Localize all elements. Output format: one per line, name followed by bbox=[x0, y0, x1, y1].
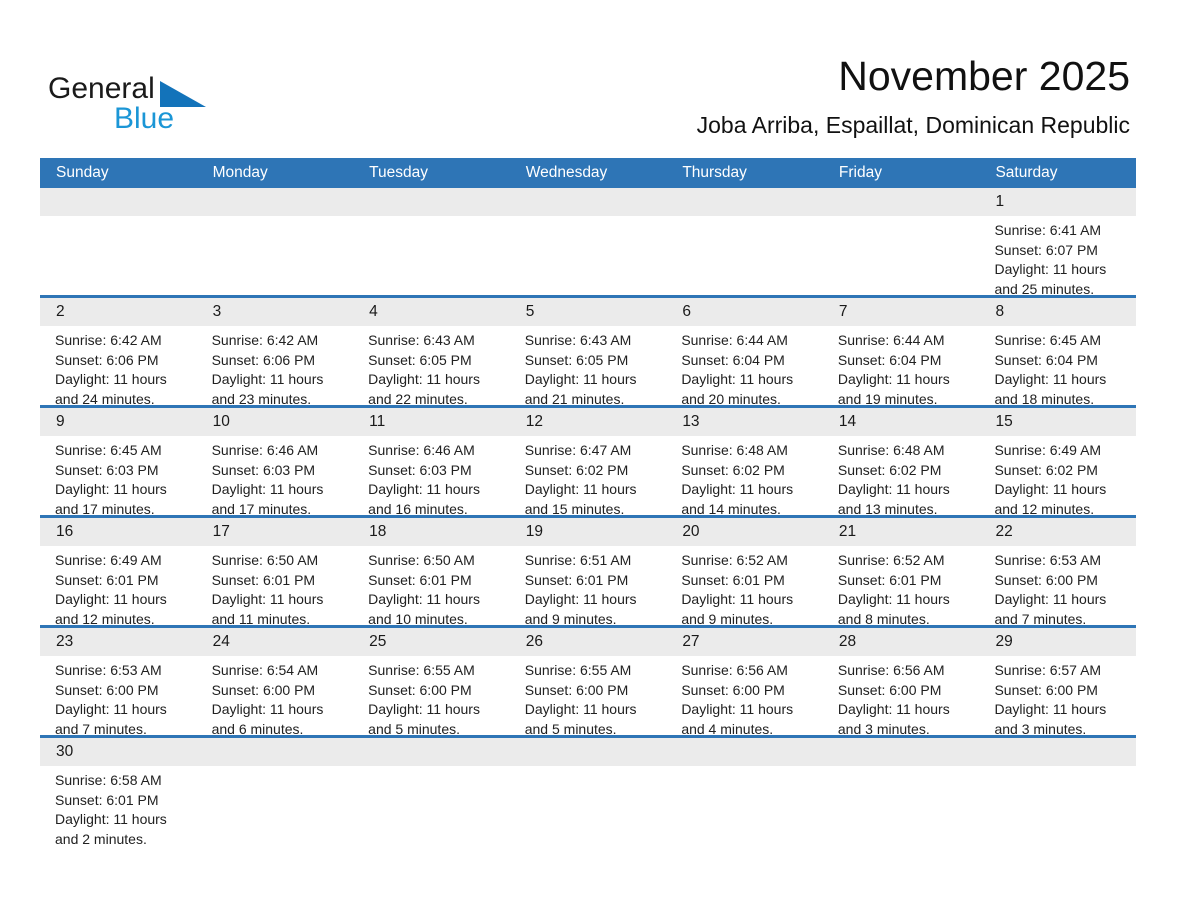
daylight-text-cont: and 9 minutes. bbox=[681, 610, 774, 625]
day-number bbox=[40, 188, 197, 216]
location-subtitle: Joba Arriba, Espaillat, Dominican Republic bbox=[696, 112, 1130, 139]
weekday-header-row bbox=[40, 158, 1136, 188]
sunset-text: Sunset: 6:02 PM bbox=[994, 461, 1098, 478]
sunrise-text: Sunrise: 6:43 AM bbox=[368, 332, 475, 348]
day-details bbox=[979, 216, 1136, 295]
daylight-text: Daylight: 11 hours bbox=[994, 481, 1107, 497]
sunset-text: Sunset: 6:00 PM bbox=[524, 681, 629, 698]
sunrise-text: Sunrise: 6:45 AM bbox=[55, 442, 162, 458]
day-details bbox=[353, 656, 510, 735]
day-details bbox=[40, 766, 197, 848]
daylight-text: Daylight: 11 hours bbox=[681, 371, 794, 387]
daylight-text: Daylight: 11 hours bbox=[837, 591, 950, 607]
daylight-text-cont: and 6 minutes. bbox=[211, 720, 304, 735]
day-number: 11 bbox=[353, 408, 510, 436]
day-number: 2 bbox=[40, 298, 197, 326]
daylight-text: Daylight: 11 hours bbox=[368, 371, 480, 387]
week-row bbox=[40, 628, 1136, 738]
sunrise-text: Sunrise: 6:54 AM bbox=[211, 662, 319, 678]
day-number: 18 bbox=[353, 518, 510, 546]
day-number bbox=[353, 738, 510, 766]
daylight-text-cont: and 12 minutes. bbox=[994, 500, 1095, 515]
daylight-text-cont: and 5 minutes. bbox=[368, 720, 460, 735]
day-cell bbox=[197, 518, 354, 625]
day-details bbox=[979, 546, 1136, 625]
day-number: 22 bbox=[979, 518, 1136, 546]
day-cell bbox=[666, 628, 823, 735]
daylight-text: Daylight: 11 hours bbox=[524, 591, 637, 607]
sunset-text: Sunset: 6:07 PM bbox=[994, 241, 1098, 258]
daylight-text-cont: and 16 minutes. bbox=[368, 500, 468, 515]
daylight-text: Daylight: 11 hours bbox=[211, 701, 324, 717]
sunrise-text: Sunrise: 6:46 AM bbox=[368, 442, 475, 458]
daylight-text-cont: and 15 minutes. bbox=[524, 500, 625, 515]
day-details bbox=[40, 656, 197, 735]
sunset-text: Sunset: 6:01 PM bbox=[55, 571, 159, 588]
day-number bbox=[510, 188, 667, 216]
daylight-text: Daylight: 11 hours bbox=[524, 701, 637, 717]
empty-day-cell bbox=[510, 188, 667, 295]
day-cell bbox=[979, 408, 1136, 515]
day-number: 1 bbox=[979, 188, 1136, 216]
day-number bbox=[823, 738, 980, 766]
day-cell bbox=[666, 518, 823, 625]
day-cell bbox=[823, 408, 980, 515]
day-details bbox=[353, 436, 510, 515]
day-details bbox=[666, 436, 823, 515]
daylight-text-cont: and 3 minutes. bbox=[994, 720, 1087, 735]
sunset-text: Sunset: 6:00 PM bbox=[681, 681, 785, 698]
week-row bbox=[40, 738, 1136, 848]
day-number bbox=[353, 188, 510, 216]
sunset-text: Sunset: 6:04 PM bbox=[681, 351, 785, 368]
day-number bbox=[510, 738, 667, 766]
daylight-text-cont: and 24 minutes. bbox=[55, 390, 155, 405]
day-details bbox=[197, 546, 354, 625]
daylight-text: Daylight: 11 hours bbox=[994, 591, 1107, 607]
daylight-text: Daylight: 11 hours bbox=[837, 371, 950, 387]
day-number: 20 bbox=[666, 518, 823, 546]
day-number bbox=[197, 188, 354, 216]
daylight-text: Daylight: 11 hours bbox=[837, 701, 950, 717]
day-number: 14 bbox=[823, 408, 980, 436]
sunset-text: Sunset: 6:01 PM bbox=[368, 571, 472, 588]
day-cell bbox=[40, 298, 197, 405]
sunrise-text: Sunrise: 6:48 AM bbox=[681, 442, 788, 458]
empty-day-cell bbox=[197, 188, 354, 295]
sunset-text: Sunset: 6:00 PM bbox=[994, 571, 1098, 588]
sunset-text: Sunset: 6:00 PM bbox=[211, 681, 316, 698]
day-cell bbox=[823, 298, 980, 405]
day-details bbox=[40, 436, 197, 515]
daylight-text-cont: and 17 minutes. bbox=[55, 500, 155, 515]
day-cell bbox=[353, 628, 510, 735]
day-details bbox=[979, 326, 1136, 405]
day-number bbox=[823, 188, 980, 216]
day-number bbox=[979, 738, 1136, 766]
day-cell bbox=[510, 518, 667, 625]
sunset-text: Sunset: 6:05 PM bbox=[368, 351, 472, 368]
day-number: 26 bbox=[510, 628, 667, 656]
day-details bbox=[666, 546, 823, 625]
sunrise-text: Sunrise: 6:49 AM bbox=[994, 442, 1102, 458]
day-number: 4 bbox=[353, 298, 510, 326]
daylight-text: Daylight: 11 hours bbox=[55, 481, 167, 497]
sunrise-text: Sunrise: 6:50 AM bbox=[211, 552, 319, 568]
daylight-text: Daylight: 11 hours bbox=[681, 701, 794, 717]
day-cell bbox=[979, 298, 1136, 405]
daylight-text: Daylight: 11 hours bbox=[55, 701, 167, 717]
sunset-text: Sunset: 6:01 PM bbox=[55, 791, 159, 808]
day-number: 16 bbox=[40, 518, 197, 546]
day-number: 28 bbox=[823, 628, 980, 656]
day-number: 29 bbox=[979, 628, 1136, 656]
sunrise-text: Sunrise: 6:50 AM bbox=[368, 552, 475, 568]
empty-day-cell bbox=[666, 188, 823, 295]
month-title: November 2025 bbox=[838, 53, 1130, 99]
daylight-text-cont: and 2 minutes. bbox=[55, 830, 147, 847]
empty-day-cell bbox=[40, 188, 197, 295]
sunset-text: Sunset: 6:04 PM bbox=[837, 351, 942, 368]
weekday-header-thursday: Thursday bbox=[682, 164, 747, 181]
sunset-text: Sunset: 6:02 PM bbox=[837, 461, 942, 478]
weekday-header-friday: Friday bbox=[838, 164, 882, 181]
sunset-text: Sunset: 6:03 PM bbox=[211, 461, 316, 478]
sunrise-text: Sunrise: 6:45 AM bbox=[994, 332, 1102, 348]
daylight-text-cont: and 23 minutes. bbox=[211, 390, 312, 405]
sunrise-text: Sunrise: 6:52 AM bbox=[681, 552, 788, 568]
daylight-text: Daylight: 11 hours bbox=[994, 371, 1107, 387]
day-details bbox=[823, 326, 980, 405]
daylight-text-cont: and 3 minutes. bbox=[837, 720, 930, 735]
sunrise-text: Sunrise: 6:42 AM bbox=[55, 332, 162, 348]
daylight-text-cont: and 19 minutes. bbox=[837, 390, 938, 405]
day-details bbox=[823, 436, 980, 515]
daylight-text: Daylight: 11 hours bbox=[524, 481, 637, 497]
daylight-text-cont: and 8 minutes. bbox=[837, 610, 930, 625]
sunrise-text: Sunrise: 6:58 AM bbox=[55, 772, 162, 788]
empty-day-cell bbox=[823, 188, 980, 295]
day-cell bbox=[197, 628, 354, 735]
daylight-text-cont: and 7 minutes. bbox=[994, 610, 1087, 625]
sunrise-text: Sunrise: 6:47 AM bbox=[524, 442, 632, 458]
daylight-text-cont: and 25 minutes. bbox=[994, 280, 1095, 295]
weekday-header-tuesday: Tuesday bbox=[369, 164, 429, 181]
sunset-text: Sunset: 6:04 PM bbox=[994, 351, 1098, 368]
calendar-grid bbox=[40, 188, 1136, 848]
day-number: 7 bbox=[823, 298, 980, 326]
sunset-text: Sunset: 6:02 PM bbox=[524, 461, 629, 478]
week-row bbox=[40, 188, 1136, 298]
daylight-text: Daylight: 11 hours bbox=[994, 701, 1107, 717]
daylight-text: Daylight: 11 hours bbox=[55, 811, 167, 827]
empty-day-cell bbox=[197, 738, 354, 848]
day-cell bbox=[510, 628, 667, 735]
day-cell bbox=[197, 298, 354, 405]
weekday-header-sunday: Sunday bbox=[56, 164, 109, 181]
empty-day-cell bbox=[666, 738, 823, 848]
day-number: 27 bbox=[666, 628, 823, 656]
daylight-text-cont: and 10 minutes. bbox=[368, 610, 468, 625]
sunset-text: Sunset: 6:03 PM bbox=[368, 461, 472, 478]
day-number: 21 bbox=[823, 518, 980, 546]
daylight-text: Daylight: 11 hours bbox=[55, 591, 167, 607]
daylight-text-cont: and 12 minutes. bbox=[55, 610, 155, 625]
daylight-text: Daylight: 11 hours bbox=[368, 481, 480, 497]
day-cell bbox=[40, 738, 197, 848]
day-number: 9 bbox=[40, 408, 197, 436]
day-cell bbox=[197, 408, 354, 515]
sunrise-text: Sunrise: 6:46 AM bbox=[211, 442, 319, 458]
day-details bbox=[510, 656, 667, 735]
day-details bbox=[510, 436, 667, 515]
daylight-text: Daylight: 11 hours bbox=[524, 371, 637, 387]
day-details bbox=[40, 326, 197, 405]
empty-day-cell bbox=[979, 738, 1136, 848]
daylight-text-cont: and 22 minutes. bbox=[368, 390, 468, 405]
day-number: 8 bbox=[979, 298, 1136, 326]
day-cell bbox=[510, 298, 667, 405]
daylight-text-cont: and 14 minutes. bbox=[681, 500, 781, 515]
sunset-text: Sunset: 6:03 PM bbox=[55, 461, 159, 478]
sunrise-text: Sunrise: 6:44 AM bbox=[681, 332, 788, 348]
day-details bbox=[823, 656, 980, 735]
day-details bbox=[666, 326, 823, 405]
day-details bbox=[666, 656, 823, 735]
day-details bbox=[353, 326, 510, 405]
week-row bbox=[40, 298, 1136, 408]
sunrise-text: Sunrise: 6:43 AM bbox=[524, 332, 632, 348]
sunrise-text: Sunrise: 6:55 AM bbox=[524, 662, 632, 678]
daylight-text: Daylight: 11 hours bbox=[55, 371, 167, 387]
sunset-text: Sunset: 6:00 PM bbox=[994, 681, 1098, 698]
sunrise-text: Sunrise: 6:53 AM bbox=[55, 662, 162, 678]
empty-day-cell bbox=[823, 738, 980, 848]
daylight-text-cont: and 13 minutes. bbox=[837, 500, 938, 515]
day-cell bbox=[40, 408, 197, 515]
empty-day-cell bbox=[510, 738, 667, 848]
day-number bbox=[197, 738, 354, 766]
day-cell bbox=[353, 298, 510, 405]
sunrise-text: Sunrise: 6:55 AM bbox=[368, 662, 475, 678]
daylight-text: Daylight: 11 hours bbox=[994, 261, 1107, 277]
daylight-text: Daylight: 11 hours bbox=[211, 371, 324, 387]
day-number: 13 bbox=[666, 408, 823, 436]
sunrise-text: Sunrise: 6:53 AM bbox=[994, 552, 1102, 568]
day-cell bbox=[979, 188, 1136, 295]
day-number: 30 bbox=[40, 738, 197, 766]
day-details bbox=[353, 546, 510, 625]
day-number: 12 bbox=[510, 408, 667, 436]
day-details bbox=[510, 546, 667, 625]
day-cell bbox=[40, 628, 197, 735]
day-cell bbox=[823, 518, 980, 625]
day-details bbox=[197, 326, 354, 405]
daylight-text-cont: and 17 minutes. bbox=[211, 500, 312, 515]
day-number: 5 bbox=[510, 298, 667, 326]
day-number: 19 bbox=[510, 518, 667, 546]
week-row bbox=[40, 518, 1136, 628]
day-details bbox=[197, 436, 354, 515]
day-cell bbox=[353, 518, 510, 625]
day-number: 25 bbox=[353, 628, 510, 656]
day-cell bbox=[666, 298, 823, 405]
day-number: 3 bbox=[197, 298, 354, 326]
daylight-text: Daylight: 11 hours bbox=[681, 591, 794, 607]
day-cell bbox=[666, 408, 823, 515]
sunrise-text: Sunrise: 6:49 AM bbox=[55, 552, 162, 568]
logo-blue-text: Blue bbox=[114, 102, 175, 135]
day-number: 10 bbox=[197, 408, 354, 436]
day-number: 15 bbox=[979, 408, 1136, 436]
weekday-header-wednesday: Wednesday bbox=[525, 164, 608, 181]
day-number: 23 bbox=[40, 628, 197, 656]
daylight-text-cont: and 4 minutes. bbox=[681, 720, 774, 735]
sunset-text: Sunset: 6:00 PM bbox=[837, 681, 942, 698]
daylight-text: Daylight: 11 hours bbox=[368, 701, 480, 717]
sunrise-text: Sunrise: 6:44 AM bbox=[837, 332, 945, 348]
weekday-header-monday: Monday bbox=[212, 164, 268, 181]
daylight-text-cont: and 18 minutes. bbox=[994, 390, 1095, 405]
day-cell bbox=[979, 518, 1136, 625]
sunset-text: Sunset: 6:02 PM bbox=[681, 461, 785, 478]
sunrise-text: Sunrise: 6:51 AM bbox=[524, 552, 632, 568]
logo-general-text: General bbox=[48, 72, 155, 105]
sunset-text: Sunset: 6:06 PM bbox=[211, 351, 316, 368]
daylight-text: Daylight: 11 hours bbox=[368, 591, 480, 607]
day-details bbox=[979, 656, 1136, 735]
sunset-text: Sunset: 6:06 PM bbox=[55, 351, 159, 368]
day-cell bbox=[353, 408, 510, 515]
week-row bbox=[40, 408, 1136, 518]
day-number bbox=[666, 188, 823, 216]
sunset-text: Sunset: 6:01 PM bbox=[524, 571, 629, 588]
weekday-header-saturday: Saturday bbox=[995, 164, 1058, 181]
sunrise-text: Sunrise: 6:48 AM bbox=[837, 442, 945, 458]
empty-day-cell bbox=[353, 738, 510, 848]
sunrise-text: Sunrise: 6:56 AM bbox=[837, 662, 945, 678]
daylight-text: Daylight: 11 hours bbox=[837, 481, 950, 497]
sunrise-text: Sunrise: 6:41 AM bbox=[994, 222, 1102, 238]
daylight-text: Daylight: 11 hours bbox=[681, 481, 794, 497]
sunset-text: Sunset: 6:01 PM bbox=[211, 571, 316, 588]
sunrise-text: Sunrise: 6:42 AM bbox=[211, 332, 319, 348]
day-number bbox=[666, 738, 823, 766]
title-block bbox=[697, 54, 1130, 139]
day-cell bbox=[510, 408, 667, 515]
daylight-text: Daylight: 11 hours bbox=[211, 481, 324, 497]
sunrise-text: Sunrise: 6:56 AM bbox=[681, 662, 788, 678]
daylight-text-cont: and 20 minutes. bbox=[681, 390, 781, 405]
day-details bbox=[510, 326, 667, 405]
day-number: 6 bbox=[666, 298, 823, 326]
day-number: 24 bbox=[197, 628, 354, 656]
sunrise-text: Sunrise: 6:57 AM bbox=[994, 662, 1102, 678]
sunrise-text: Sunrise: 6:52 AM bbox=[837, 552, 945, 568]
sunset-text: Sunset: 6:01 PM bbox=[837, 571, 942, 588]
day-details bbox=[40, 546, 197, 625]
day-cell bbox=[979, 628, 1136, 735]
day-details bbox=[823, 546, 980, 625]
sunset-text: Sunset: 6:00 PM bbox=[55, 681, 159, 698]
daylight-text-cont: and 11 minutes. bbox=[211, 610, 311, 625]
sunset-text: Sunset: 6:01 PM bbox=[681, 571, 785, 588]
calendar-table bbox=[40, 158, 1136, 848]
daylight-text-cont: and 9 minutes. bbox=[524, 610, 617, 625]
sunset-text: Sunset: 6:05 PM bbox=[524, 351, 629, 368]
daylight-text-cont: and 5 minutes. bbox=[524, 720, 617, 735]
daylight-text: Daylight: 11 hours bbox=[211, 591, 324, 607]
daylight-text-cont: and 7 minutes. bbox=[55, 720, 147, 735]
day-cell bbox=[823, 628, 980, 735]
day-details bbox=[979, 436, 1136, 515]
sunset-text: Sunset: 6:00 PM bbox=[368, 681, 472, 698]
daylight-text-cont: and 21 minutes. bbox=[524, 390, 625, 405]
day-details bbox=[197, 656, 354, 735]
general-blue-logo bbox=[48, 72, 218, 142]
day-number: 17 bbox=[197, 518, 354, 546]
day-cell bbox=[40, 518, 197, 625]
empty-day-cell bbox=[353, 188, 510, 295]
